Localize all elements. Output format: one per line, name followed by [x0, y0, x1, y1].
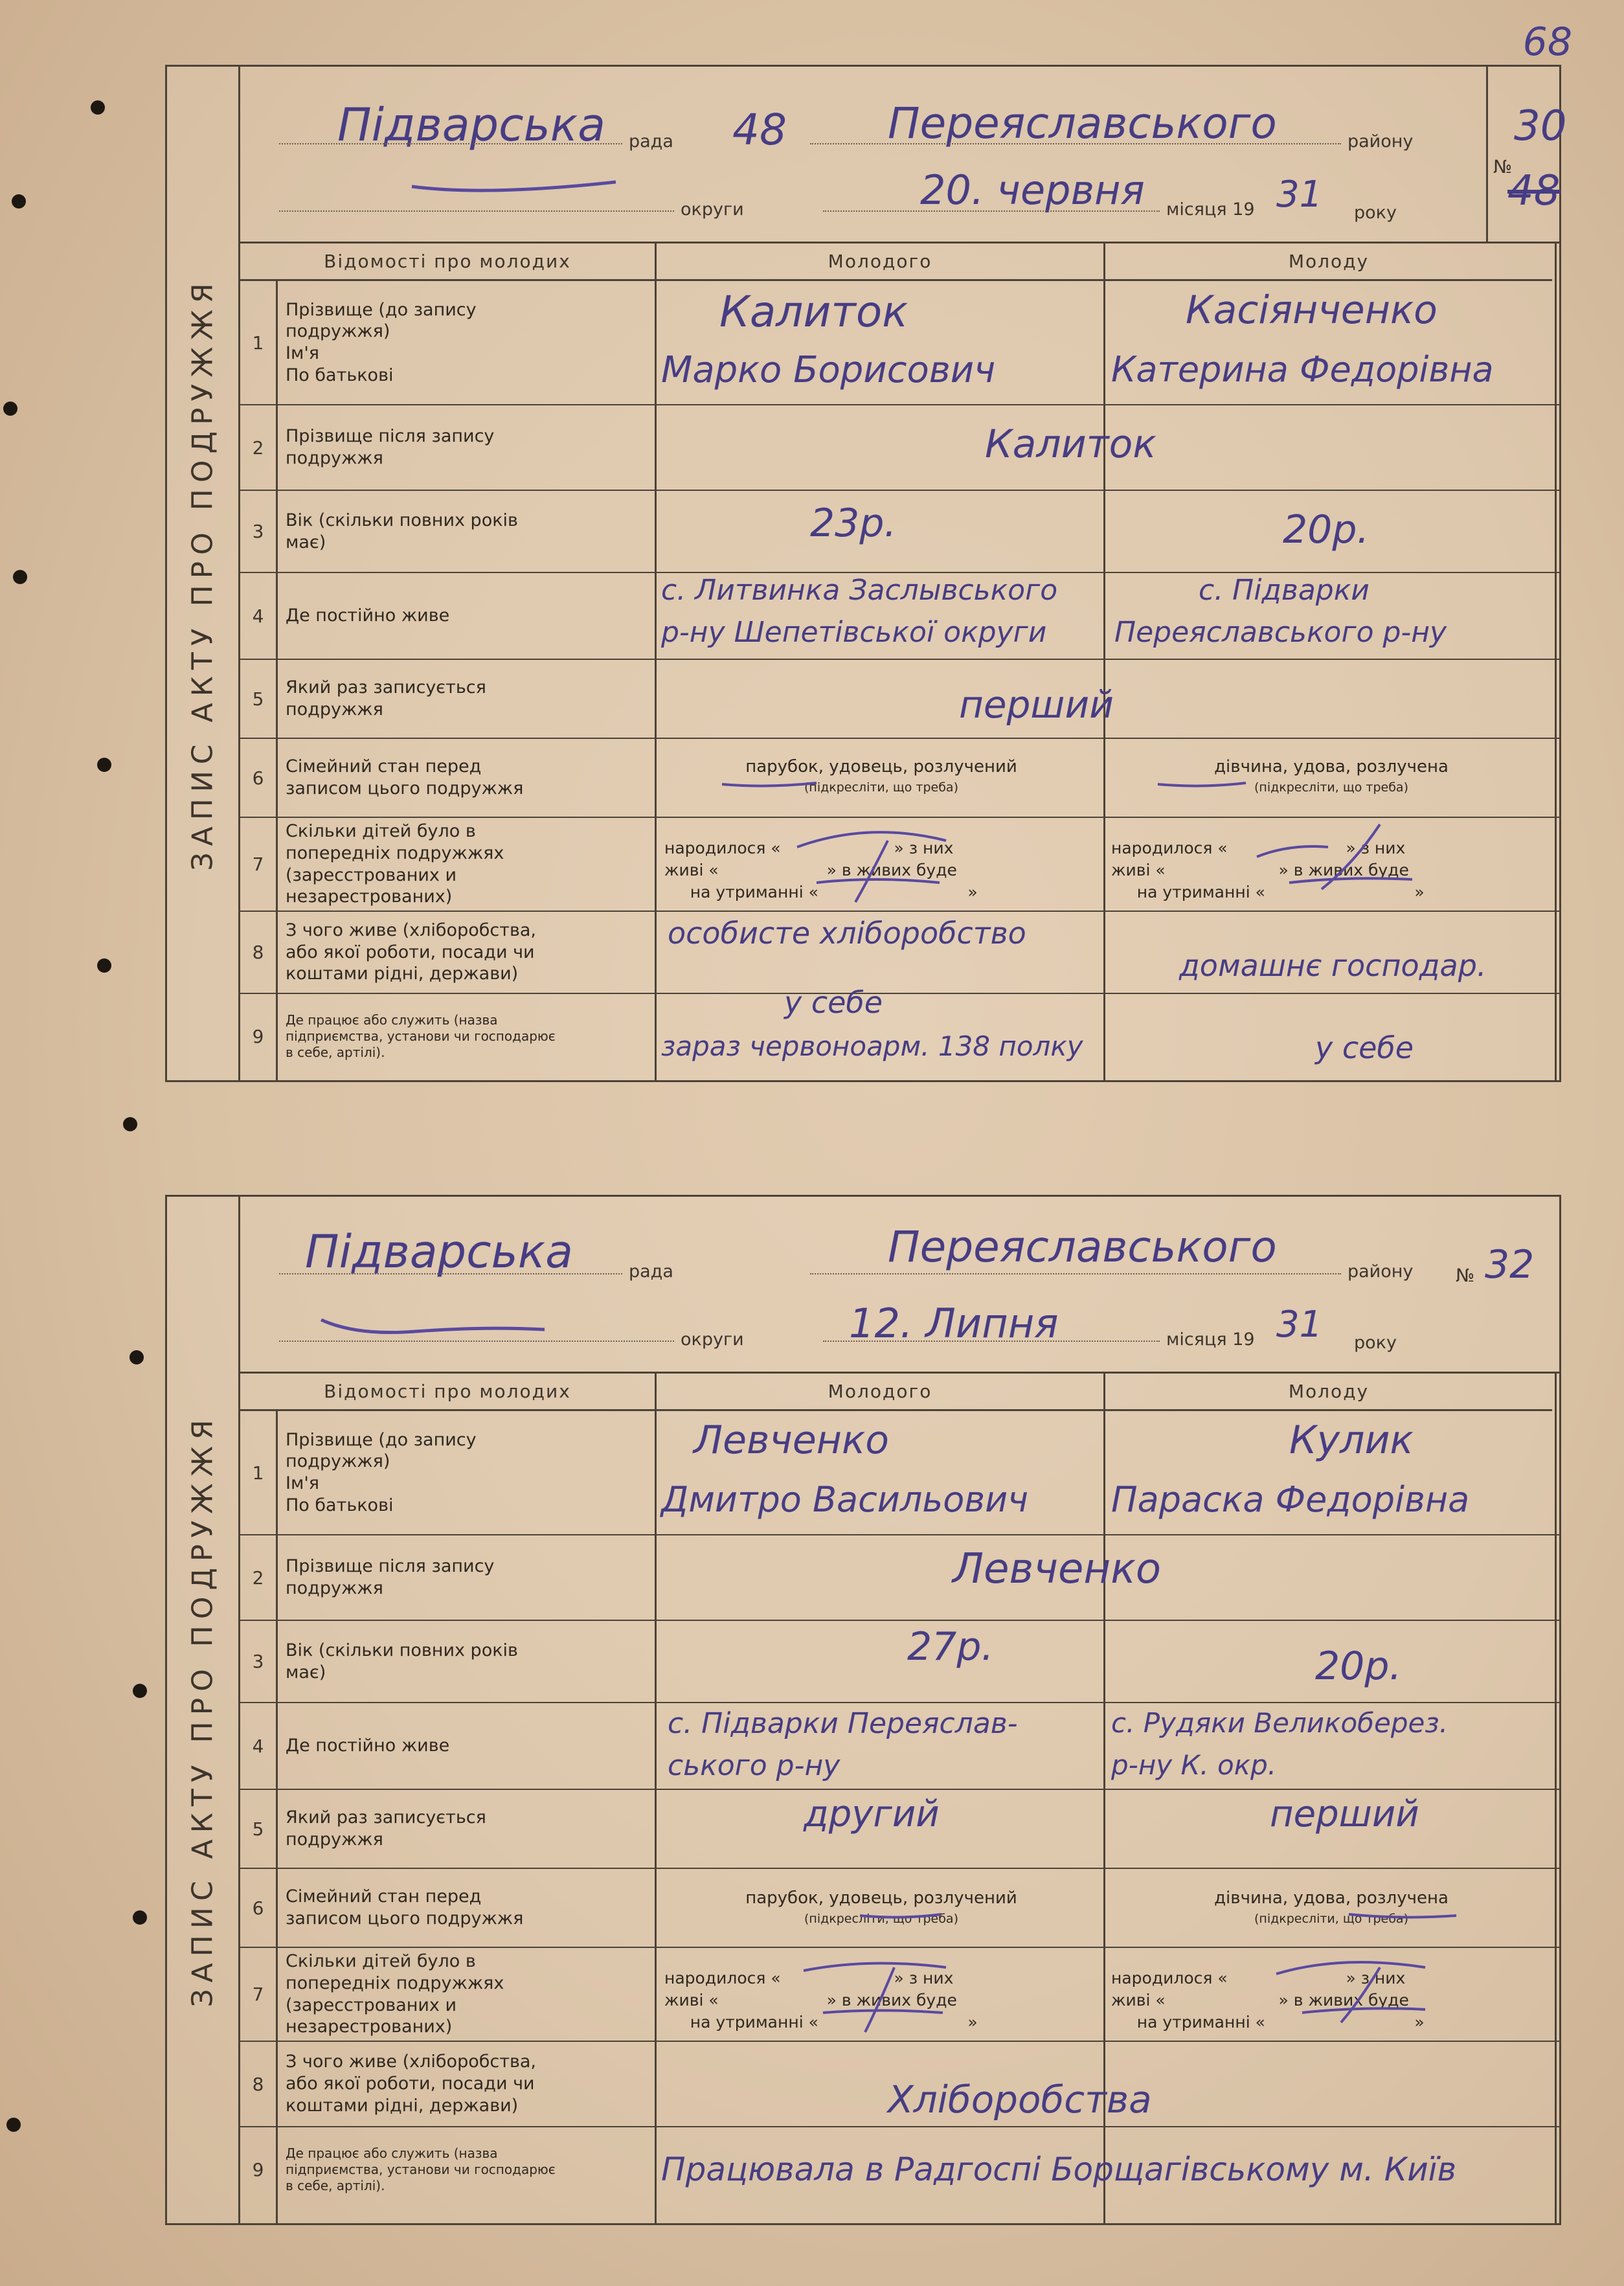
- bride-marital-status: дівчина, удова, розлучена (підкресліти, що треба): [1214, 1888, 1449, 1926]
- year-label: року: [1354, 1333, 1397, 1353]
- bride-surname: Кулик: [1289, 1418, 1414, 1463]
- bride-workplace: у себе: [1315, 1030, 1414, 1065]
- rada-label: рада: [629, 131, 673, 152]
- binding-hole: [91, 100, 105, 115]
- row-label: Де постійно живе: [286, 605, 450, 626]
- groom-workplace: зараз червоноарм. 138 полку: [661, 1030, 1083, 1062]
- council-name: Підварська: [305, 1225, 573, 1278]
- table-row: 5 Який раз записується подружжя другий перший: [240, 1790, 1559, 1869]
- groom-marriage-count: другий: [804, 1793, 940, 1835]
- dash-mark: [1250, 818, 1419, 902]
- bride-children: народилося « » з них живі « » в живих буде на утриманні « »: [1111, 1969, 1425, 2031]
- record-number: 32: [1485, 1242, 1535, 1287]
- marriage-count: перший: [959, 683, 1114, 727]
- groom-surname: Левченко: [694, 1418, 889, 1463]
- struck-number: 48: [1507, 167, 1561, 215]
- binding-hole: [133, 1684, 147, 1698]
- rada-label: рада: [629, 1262, 673, 1282]
- table-row: 1 Прізвище (до запису подружжя) Ім'я По батькові Калиток Марко Борисович Касіянченко Катерина Федорівна: [240, 281, 1559, 405]
- okruha-label: округи: [681, 1330, 744, 1350]
- bride-occupation: домашнє господар.: [1179, 948, 1487, 983]
- row-label: Який раз записується подружжя: [286, 677, 486, 719]
- bride-age: 20р.: [1283, 507, 1370, 552]
- row-label: Де постійно живе: [286, 1736, 450, 1756]
- number-label: №: [1493, 156, 1513, 177]
- month-label: місяця 19: [1166, 199, 1255, 220]
- month-label: місяця 19: [1166, 1330, 1255, 1350]
- form-header: [240, 1197, 1559, 1374]
- married-surname: Калиток: [985, 422, 1156, 467]
- underline-mark: [859, 1910, 943, 1919]
- record-number-box: [1456, 1197, 1559, 1372]
- record-date: 20. червня: [920, 166, 1145, 214]
- bride-residence: с. Рудяки Великоберез.: [1111, 1707, 1449, 1739]
- bride-residence: Переяславського р-ну: [1114, 616, 1447, 649]
- table-row: 7 Скільки дітей було в попередніх подружжях (заресстрованих и незарестрованих) народилося « » з них живі « » в живих буде на утриманні « » народилося « » з них живі « » в живих буде на утриманні « »: [240, 818, 1559, 912]
- rayon-label: району: [1348, 1262, 1414, 1282]
- row-label: З чого живе (хліборобства, або якої роботи, посади чи коштами рідні, держави): [286, 2052, 536, 2116]
- row-label: Скільки дітей було в попередніх подружжях (заресстрованих и незарестрованих): [286, 821, 504, 907]
- row-label: Який раз записується подружжя: [286, 1807, 486, 1850]
- row-label: Вік (скільки повних років має): [286, 510, 518, 552]
- council-flourish: [318, 1313, 551, 1339]
- record-date: 12. Липня: [849, 1300, 1059, 1347]
- side-title-strip: [167, 67, 240, 1080]
- binding-hole: [12, 194, 26, 209]
- groom-age: 23р.: [810, 501, 897, 546]
- table-row: 2 Прізвище після запису подружжя Левченко: [240, 1535, 1559, 1621]
- rayon-label: району: [1348, 131, 1414, 152]
- row-label: Сімейний стан перед записом цього подружжя: [286, 1886, 524, 1929]
- side-title-strip: [167, 1197, 240, 2223]
- table-row: 6 Сімейний стан перед записом цього подружжя парубок, удовець, розлучений (підкресліти, що треба) дівчина, удова, розлучена (підкресліти, що треба): [240, 739, 1559, 818]
- district-name: Переяславського: [888, 1222, 1277, 1272]
- year-suffix: 31: [1276, 174, 1323, 216]
- row-label: Скільки дітей було в попередніх подружжях (заресстрованих и незарестрованих): [286, 1951, 504, 2037]
- table-row: 1 Прізвище (до запису подружжя) Ім'я По батькові Левченко Дмитро Васильович Кулик Параска Федорівна: [240, 1411, 1559, 1535]
- table-row: 3 Вік (скільки повних років має) 27р. 20р.: [240, 1621, 1559, 1703]
- groom-marital-status: парубок, удовець, розлучений (підкресліти, що треба): [745, 757, 1017, 795]
- district-name: Переяславського: [888, 98, 1277, 148]
- record-table: [240, 243, 1559, 1080]
- column-info: Відомості про молодих: [240, 1374, 655, 1411]
- table-row: 8 З чого живе (хліборобства, або якої роботи, посади чи коштами рідні, держави) особисте хліборобство домашнє господар.: [240, 912, 1559, 994]
- bride-name: Катерина Федорівна: [1111, 349, 1494, 390]
- binding-hole: [97, 958, 111, 973]
- groom-children: народилося « » з них живі « » в живих буде на утриманні « »: [664, 839, 978, 901]
- row-label: Де працює або служить (назва підприємства, установи чи господарює в себе, артілі).: [286, 1012, 556, 1060]
- row-label: Вік (скільки повних років має): [286, 1640, 518, 1682]
- record-table: [240, 1374, 1559, 2223]
- groom-name: Дмитро Васильович: [661, 1479, 1029, 1520]
- year-suffix: 31: [1276, 1304, 1323, 1346]
- groom-workplace: у себе: [784, 985, 883, 1020]
- table-row: 7 Скільки дітей було в попередніх подружжях (заресстрованих и незарестрованих) народилося « » з них живі « » в живих буде на утриманні « » народилося « » з них живі « » в живих буде на утриманні « »: [240, 1948, 1559, 2042]
- dash-mark: [1263, 1948, 1432, 2032]
- table-row: 6 Сімейний стан перед записом цього подружжя парубок, удовець, розлучений (підкресліти, що треба) дівчина, удова, розлучена (підкресліти, що треба): [240, 1869, 1559, 1948]
- column-bride: Молоду: [1105, 1374, 1552, 1411]
- groom-residence: с. Підварки Переяслав-: [668, 1707, 1018, 1740]
- side-title: ЗАПИС АКТУ ПРО ПОДРУЖЖЯ: [186, 276, 220, 871]
- workplace: Працювала в Радгоспі Борщагівському м. Київ: [661, 2151, 1457, 2188]
- dash-mark: [791, 821, 953, 905]
- council-name: Підварська: [337, 98, 605, 152]
- binding-hole: [133, 1910, 147, 1925]
- number-label: №: [1456, 1265, 1475, 1286]
- council-flourish: [409, 170, 622, 196]
- married-surname: Левченко: [953, 1545, 1162, 1593]
- table-row: 5 Який раз записується подружжя перший: [240, 660, 1559, 739]
- underline-mark: [721, 779, 818, 788]
- row-label: З чого живе (хліборобства, або якої роботи, посади чи коштами рідні, держави): [286, 920, 536, 984]
- binding-hole: [13, 570, 27, 584]
- groom-marital-status: парубок, удовець, розлучений (підкресліти, що треба): [745, 1888, 1017, 1926]
- underline-mark: [1348, 1910, 1458, 1919]
- row-label: Прізвище (до запису подружжя) Ім'я По батькові: [286, 299, 477, 385]
- okruha-label: округи: [681, 199, 744, 220]
- groom-residence: ського р-ну: [668, 1749, 840, 1782]
- binding-hole: [97, 758, 111, 772]
- bride-residence: р-ну К. окр.: [1111, 1749, 1277, 1781]
- row-label: Прізвище після запису подружжя: [286, 426, 495, 468]
- groom-occupation: особисте хліборобство: [668, 916, 1026, 951]
- bride-children: народилося « » з них живі « » в живих буде на утриманні « »: [1111, 839, 1425, 901]
- table-row: 3 Вік (скільки повних років має) 23р. 20р.: [240, 491, 1559, 573]
- row-label: Прізвище після запису подружжя: [286, 1556, 495, 1598]
- dash-mark: [797, 1951, 953, 2035]
- column-bride: Молоду: [1105, 243, 1552, 281]
- bride-marital-status: дівчина, удова, розлучена (підкресліти, що треба): [1214, 757, 1449, 795]
- page-number: 68: [1522, 19, 1572, 65]
- underline-mark: [1156, 779, 1247, 788]
- bride-marriage-count: перший: [1270, 1793, 1419, 1835]
- table-row: 8 З чого живе (хліборобства, або якої роботи, посади чи коштами рідні, держави) Хліборобства: [240, 2042, 1559, 2127]
- record-number-box: [1486, 67, 1567, 242]
- table-row: 9 Де працює або служить (назва підприємства, установи чи господарює в себе, артілі). Працювала в Радгоспі Борщагівському м. Київ: [240, 2127, 1559, 2212]
- row-label: Прізвище (до запису подружжя) Ім'я По батькові: [286, 1429, 477, 1515]
- note-mark: 48: [732, 105, 787, 155]
- column-info: Відомості про молодих: [240, 243, 655, 281]
- table-row: 4 Де постійно живе с. Литвинка Заслывського р-ну Шепетівської округи с. Підварки Переяславського р-ну: [240, 573, 1559, 660]
- groom-residence: р-ну Шепетівської округи: [661, 616, 1047, 649]
- binding-hole: [6, 2118, 21, 2132]
- row-label: Сімейний стан перед записом цього подружжя: [286, 756, 524, 798]
- bride-age: 20р.: [1315, 1644, 1402, 1689]
- groom-name: Марко Борисович: [661, 349, 996, 391]
- column-groom: Молодого: [657, 1374, 1103, 1411]
- bride-residence: с. Підварки: [1199, 574, 1370, 607]
- groom-age: 27р.: [907, 1624, 994, 1669]
- table-row: 4 Де постійно живе с. Підварки Переяслав- ського р-ну с. Рудяки Великоберез. р-ну К. окр.: [240, 1703, 1559, 1790]
- bride-name: Параска Федорівна: [1111, 1479, 1470, 1520]
- table-row: 9 Де працює або служить (назва підприємства, установи чи господарює в себе, артілі). у себе зараз червоноарм. 138 полку у себе: [240, 994, 1559, 1078]
- binding-hole: [123, 1117, 137, 1131]
- row-label: Де працює або служить (назва підприємства, установи чи господарює в себе, артілі).: [286, 2145, 556, 2193]
- bride-surname: Касіянченко: [1186, 288, 1438, 333]
- marriage-record-form: [165, 1195, 1561, 2225]
- side-title: ЗАПИС АКТУ ПРО ПОДРУЖЖЯ: [186, 1412, 220, 2008]
- record-number: 30: [1514, 102, 1567, 150]
- form-header: [240, 67, 1567, 243]
- marriage-record-form: [165, 65, 1567, 1082]
- groom-residence: с. Литвинка Заслывського: [661, 574, 1058, 607]
- groom-children: народилося « » з них живі « » в живих буде на утриманні « »: [664, 1969, 978, 2031]
- binding-hole: [130, 1350, 144, 1364]
- binding-hole: [3, 402, 17, 416]
- column-groom: Молодого: [657, 243, 1103, 281]
- groom-surname: Калиток: [719, 287, 908, 337]
- year-label: року: [1354, 203, 1397, 223]
- occupation: Хліборобства: [888, 2077, 1152, 2122]
- table-row: 2 Прізвище після запису подружжя Калиток: [240, 405, 1559, 491]
